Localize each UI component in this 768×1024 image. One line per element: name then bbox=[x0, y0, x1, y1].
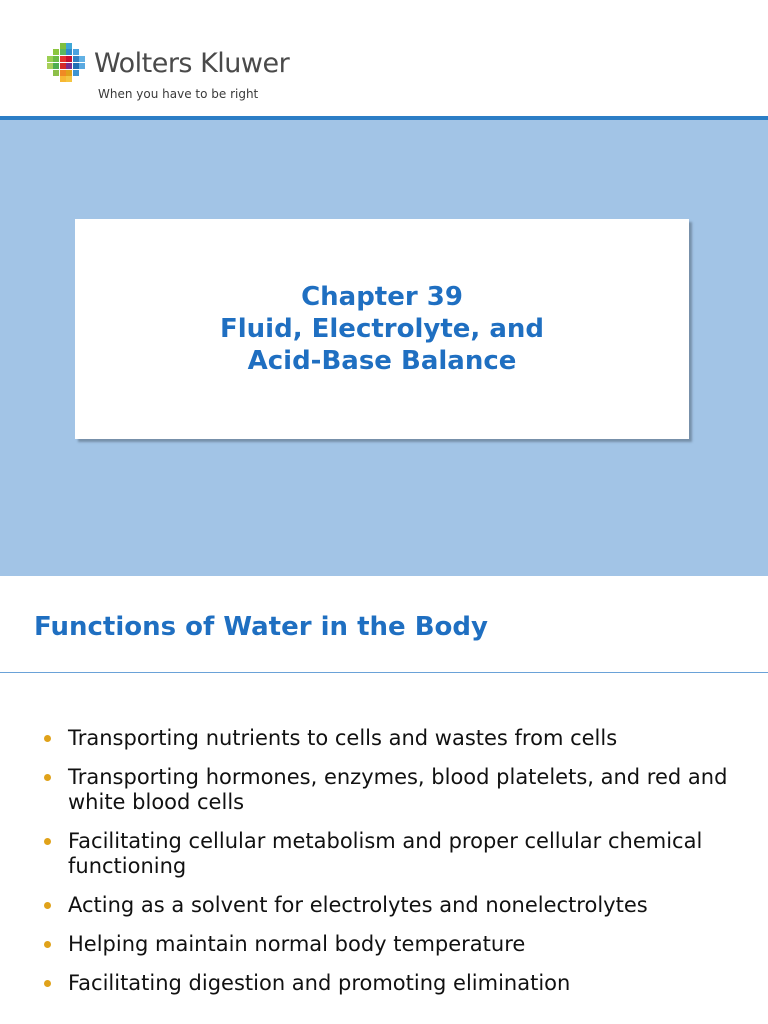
list-item bbox=[44, 829, 744, 879]
brand-name: Wolters Kluwer bbox=[94, 48, 290, 79]
wolters-kluwer-logo-icon bbox=[46, 43, 86, 83]
bullet-icon bbox=[44, 838, 51, 845]
brand-tagline: When you have to be right bbox=[98, 87, 259, 101]
chapter-title-line-2: Acid-Base Balance bbox=[247, 346, 517, 376]
title-divider bbox=[0, 672, 768, 673]
bullet-list bbox=[44, 726, 744, 1010]
bullet-icon bbox=[44, 941, 51, 948]
bullet-icon bbox=[44, 980, 51, 987]
bullet-text: Transporting hormones, enzymes, blood platelets, and red and white blood cells bbox=[68, 765, 728, 814]
list-item bbox=[44, 726, 744, 751]
slide-header bbox=[0, 0, 768, 116]
chapter-title-line-1: Fluid, Electrolyte, and bbox=[220, 314, 544, 344]
bullet-text: Facilitating cellular metabolism and proper cellular chemical functioning bbox=[68, 829, 703, 878]
list-item bbox=[44, 765, 744, 815]
bullet-icon bbox=[44, 902, 51, 909]
list-item bbox=[44, 932, 744, 957]
bullet-text: Acting as a solvent for electrolytes and nonelectrolytes bbox=[68, 893, 648, 917]
slide-title: Functions of Water in the Body bbox=[34, 612, 488, 642]
content-slide bbox=[0, 576, 768, 1024]
title-box bbox=[75, 219, 689, 439]
bullet-icon bbox=[44, 774, 51, 781]
bullet-text: Facilitating digestion and promoting elimination bbox=[68, 971, 571, 995]
chapter-number: Chapter 39 bbox=[301, 282, 463, 312]
bullet-text: Transporting nutrients to cells and wastes from cells bbox=[68, 726, 618, 750]
bullet-text: Helping maintain normal body temperature bbox=[68, 932, 526, 956]
list-item bbox=[44, 893, 744, 918]
title-slide-background bbox=[0, 120, 768, 576]
list-item bbox=[44, 971, 744, 996]
bullet-icon bbox=[44, 735, 51, 742]
